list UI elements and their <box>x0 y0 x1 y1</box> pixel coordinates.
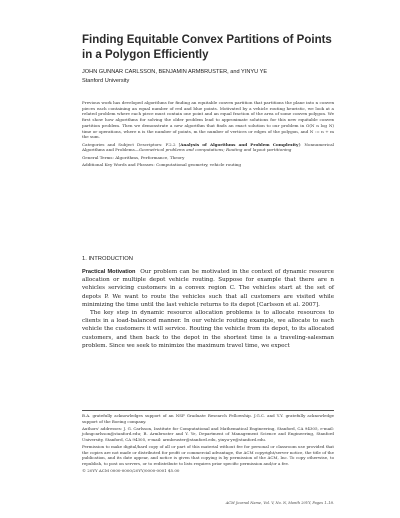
section-heading: 1. INTRODUCTION <box>82 256 133 262</box>
journal-footer: ACM Journal Name, Vol. V, No. N, Month 20YY, Pages 1–18. <box>225 501 334 505</box>
footnotes-block <box>82 413 334 475</box>
footnote-rule <box>82 410 334 411</box>
intro-paragraph-1 <box>82 268 334 309</box>
abstract-text: Previous work has developed algorithms for finding an equitable convex partition that partitions the plane into n convex pieces each containing an equal number of red and blue points. Motivated by a vehicle routing heuristic, we look at a related problem where each piece must contain one point and an equal fraction of the area of some convex polygon. We first show how algorithms for solving the older problem lead to approximate solutions for this new equitable convex partition problem. Then we demonstrate a new algorithm that finds an exact solution to our problem in O(N n log N) time or operations, where n is the number of points, m the number of vertices or edges of the polygon, and N := n + m the sum. <box>82 100 334 140</box>
general-terms: General Terms: Algorithms, Performance, Theory <box>82 154 185 160</box>
footnote-copyright: © 20YY ACM 0000-0000/20YY/0000-0001 $5.00 <box>82 467 180 473</box>
categories-label: Categories and Subject Descriptors: F.2.2 [ <box>82 141 181 147</box>
categories-bold: Analysis of Algorithms and Problem Complexity <box>180 141 299 147</box>
author-list: JOHN GUNNAR CARLSSON, BENJAMIN ARMBRUSTER, and YINYU YE <box>82 69 268 75</box>
abstract-block <box>82 100 334 169</box>
footnote-addresses: Authors' addresses: J. G. Carlsson, Institute for Computational and Mathematical Engineering, Stanford, CA 94305, e-mail: johngcarlsson@stanford.edu; B. Armbruster and Y. Ye, Department of Management Science and Engineering, Stanford University, Stanford, CA 94305, e-mail: armbruster@stanford.edu, yinyu-ye@stanford.edu. <box>82 425 334 442</box>
categories-line <box>82 142 334 153</box>
paper-title: Finding Equitable Convex Partitions of Points in a Polygon Efficiently <box>82 34 332 61</box>
footnote-support: B.A. gratefully acknowledges support of an NSF Graduate Research Fellowship. J.G.C. and Y.Y. gratefully acknowledge support of the Boeing company. <box>82 413 334 424</box>
categories-italic: Geometrical problems and computations; Routing and layout partitioning <box>138 147 292 153</box>
categories-rest: ]: Nonnumerical Algorithms and Problems— <box>82 141 334 153</box>
intro-paragraph-2: The key step in dynamic resource allocation problems is to allocate resources to clients in a load-balanced manner. In our vehicle routing example, we allocate to each vehicle the customers it will service. Routing the vehicle from its depot, to its allocated customers, and then back to the depot in the shortest time is a traveling-salesman problem. Since we seek to minimize the maximum travel time, we expect <box>82 310 334 349</box>
keywords: Additional Key Words and Phrases: Computational geometry, vehicle routing <box>82 161 242 167</box>
intro-paragraph-1-text: Our problem can be motivated in the context of dynamic resource allocation or multiple depot vehicle routing. Suppose for example that there are n vehicles servicing customers in a convex region C. The vehicles start at the set of depots P. We want to route the vehicles such that all customers are visited while minimizing the time until the last vehicle returns to its depot [Carlsson et al. 2007]. <box>82 269 334 308</box>
author-affiliation: Stanford University <box>82 78 130 84</box>
runin-heading: Practical Motivation <box>82 269 136 275</box>
footnote-permission: Permission to make digital/hard copy of all or part of this material without fee for personal or classroom use provided that the copies are not made or distributed for profit or commercial advantage, the ACM copyright/server notice, the title of the publication, and its date appear, and notice is given that copying is by permission of the ACM, Inc. To copy otherwise, to republish, to post on servers, or to redistribute to lists requires prior specific permission and/or a fee. <box>82 443 334 466</box>
introduction-body <box>82 268 334 350</box>
